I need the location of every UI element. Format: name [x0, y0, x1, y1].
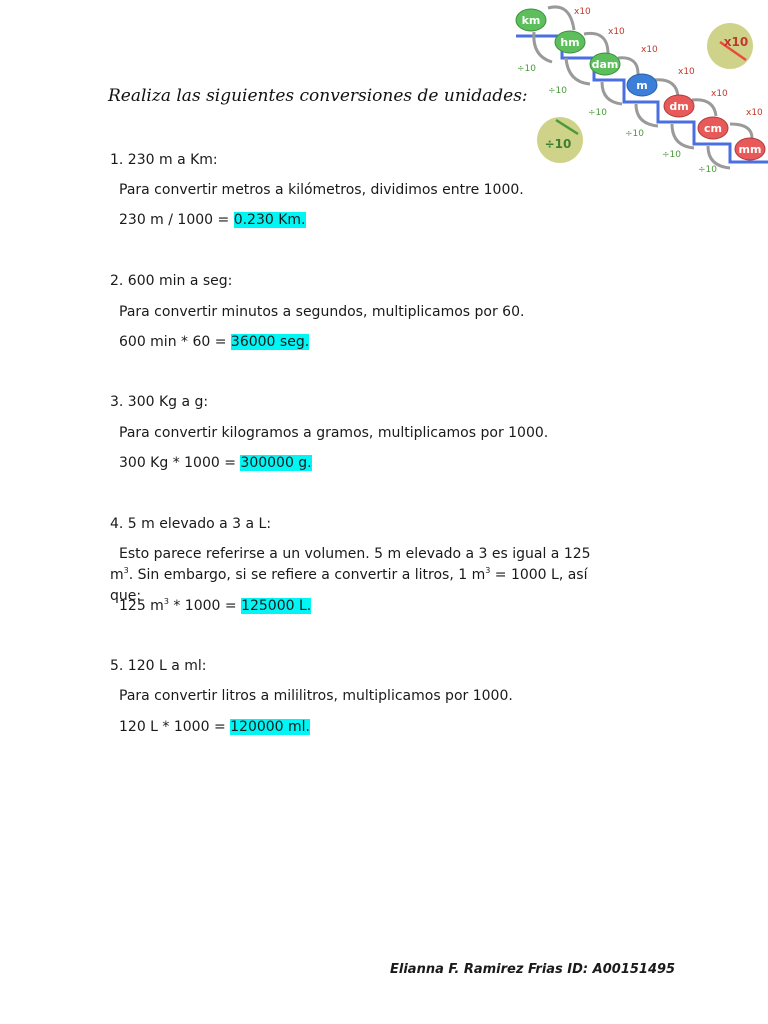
div10-label-6: ÷10: [698, 165, 717, 175]
div10-label-4: ÷10: [625, 129, 644, 139]
svg-text:dam: dam: [591, 58, 619, 71]
arrow-up-5: [672, 124, 694, 148]
unit-hm: [555, 31, 585, 53]
problem-2-heading: 2. 600 min a seg:: [110, 273, 233, 289]
div10-label-1: ÷10: [517, 64, 536, 74]
problem-3-explanation: Para convertir kilogramos a gramos, multiplicamos por 1000.: [119, 425, 549, 441]
arrow-up-2: [566, 58, 590, 84]
unit-m: [627, 74, 657, 96]
unit-mm: [735, 138, 765, 160]
multiply-badge: [707, 23, 753, 69]
problem-3-heading: 3. 300 Kg a g:: [110, 394, 209, 410]
arrow-up-3: [602, 82, 622, 104]
unit-km: [516, 9, 546, 31]
svg-text:km: km: [521, 14, 541, 27]
arrow-down-4: [654, 80, 678, 96]
x10-label-1: x10: [574, 7, 591, 17]
page-title: Realiza las siguientes conversiones de unidades:: [108, 86, 528, 106]
div10-label-3: ÷10: [588, 108, 607, 118]
problem-4-explanation: Esto parece referirse a un volumen. 5 m elevado a 3 es igual a 125 $m^3$. Sin embargo, si se refiere a convertir a litros, 1 $m^3 = 1000$ L, así que:: [110, 546, 591, 604]
svg-text:dm: dm: [669, 100, 689, 113]
problem-2-result: 36000 seg.: [230, 334, 310, 350]
x10-label-3: x10: [641, 45, 658, 55]
problem-1-result: 0.230 Km.: [233, 212, 306, 228]
problem-1-explanation: Para convertir metros a kilómetros, dividimos entre 1000.: [119, 182, 524, 198]
author-footer: Elianna F. Ramirez Frias ID: A00151495: [390, 962, 676, 977]
problem-2-explanation: Para convertir minutos a segundos, multiplicamos por 60.: [119, 304, 525, 320]
unit-dam: [590, 53, 620, 75]
problem-5-explanation: Para convertir litros a mililitros, multiplicamos por 1000.: [119, 688, 513, 704]
unit-dm: [664, 95, 694, 117]
x10-label-4: x10: [678, 67, 695, 77]
problem-1-operation: 230 m / 1000 = 0.230 Km.: [119, 212, 306, 228]
problem-5-operation: 120 L * 1000 = 120000 ml.: [119, 719, 311, 735]
svg-text:hm: hm: [560, 36, 580, 49]
div10-label-2: ÷10: [548, 86, 567, 96]
problem-4-operation: 125 $m^3 * 1000 = 125000$ L.: [119, 597, 312, 614]
x10-label-2: x10: [608, 27, 625, 37]
svg-text:cm: cm: [704, 122, 722, 135]
problem-3-operation: 300 Kg * 1000 = 300000 g.: [119, 455, 312, 471]
problem-4-heading: 4. 5 m elevado a 3 a L:: [110, 516, 272, 532]
svg-text:÷10: ÷10: [544, 137, 572, 151]
problem-5-heading: 5. 120 L a ml:: [110, 658, 207, 674]
x10-label-6: x10: [746, 108, 763, 118]
problem-4-result: 125000 L.: [241, 598, 312, 614]
svg-text:x10: x10: [723, 35, 749, 49]
svg-text:m: m: [636, 79, 648, 92]
divide-badge: [537, 117, 583, 163]
arrow-up-4: [636, 104, 658, 126]
problem-1-heading: 1. 230 m a Km:: [110, 152, 218, 168]
arrow-down-2: [584, 33, 608, 54]
unit-conversion-diagram: [508, 0, 768, 180]
arrow-down-6: [730, 124, 752, 138]
problem-2-operation: 600 min * 60 = 36000 seg.: [119, 334, 310, 350]
div10-label-5: ÷10: [662, 150, 681, 160]
arrow-down-5: [692, 100, 716, 116]
svg-text:mm: mm: [738, 143, 762, 156]
problem-3-result: 300000 g.: [240, 455, 312, 471]
unit-cm: [698, 117, 728, 139]
problem-5-result: 120000 ml.: [230, 719, 311, 735]
arrow-down-1: [548, 7, 574, 30]
arrow-down-3: [618, 58, 638, 74]
x10-label-5: x10: [711, 89, 728, 99]
